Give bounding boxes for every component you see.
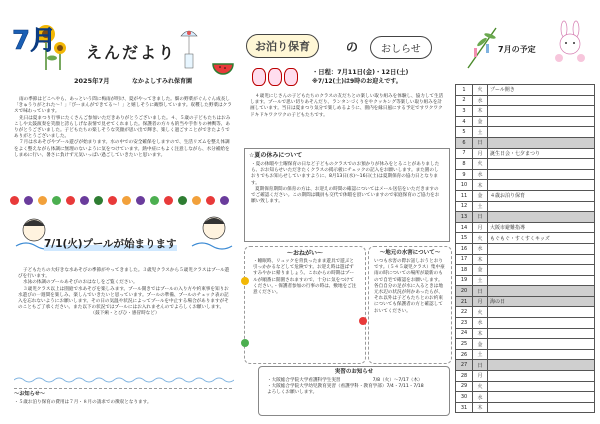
calendar-event [488,392,595,403]
calendar-row [456,85,595,96]
overnight-date: ・日程：7月11日(金)・12日(土) [312,69,409,76]
calendar-event [488,95,595,106]
wave-divider [14,376,234,384]
calendar-event [488,328,595,339]
calendar-event: ４歳お泊り保育 [488,190,595,201]
calendar-weekday: 木 [473,328,488,339]
calendar-weekday: 土 [473,349,488,360]
calendar-row [456,318,595,329]
calendar-event [488,349,595,360]
calendar-day: 15 [456,233,473,244]
calendar-weekday: 月 [473,222,488,233]
calendar-day: 3 [456,106,473,117]
newsletter-title: えんだより [86,43,177,62]
practicum-line-2: ・大阪総合学院大学幼児教育実習（看護学科・教育学部）7/4・7/11・7/18 [267,384,424,390]
calendar-event [488,318,595,329]
calendar-event [488,307,595,318]
wind-chime-icon [178,26,200,74]
calendar-day: 1 [456,85,473,96]
calendar-table [455,84,595,413]
calendar-row [456,180,595,191]
calendar-day: 16 [456,243,473,254]
calendar-row [456,275,595,286]
overnight-no: の [346,40,359,54]
calendar-day: 27 [456,360,473,371]
calendar-day: 17 [456,254,473,265]
rabbit-icon [550,20,590,64]
calendar-weekday: 水 [473,95,488,106]
calendar-event: 誕生日会・七夕まつり [488,148,595,159]
calendar-weekday: 土 [473,201,488,212]
calendar-day: 5 [456,127,473,138]
calendar-weekday: 土 [473,275,488,286]
calendar-day: 18 [456,265,473,276]
calendar-event [488,169,595,180]
month-label: 7月 [12,26,57,56]
calendar-row [456,212,595,223]
practicum-line-3: よろしくお願いします。 [267,390,318,396]
request-title: 〜おねがい〜 [286,250,323,257]
calendar-row [456,95,595,106]
vegetable-border [10,196,235,208]
calendar-event [488,137,595,148]
calendar-day: 22 [456,307,473,318]
calendar-event [488,286,595,297]
calendar-day: 8 [456,159,473,170]
calendar-row [456,254,595,265]
calendar-weekday: 木 [473,254,488,265]
calendar-day: 14 [456,222,473,233]
calendar-weekday: 木 [473,106,488,117]
calendar-day: 11 [456,190,473,201]
calendar-weekday: 土 [473,127,488,138]
request-box [244,246,366,364]
lantern-icon [268,68,282,86]
left-notice-box [14,388,232,419]
calendar-day: 24 [456,328,473,339]
calendar-row [456,148,595,159]
calendar-event [488,275,595,286]
calendar-row [456,222,595,233]
calendar-day: 10 [456,180,473,191]
calendar-weekday: 水 [473,318,488,329]
calendar-day: 12 [456,201,473,212]
calendar-weekday: 水 [473,169,488,180]
calendar-row [456,339,595,350]
lantern-decoration [252,68,312,86]
calendar-event: プール開き [488,85,595,96]
calendar-weekday: 木 [473,402,488,413]
calendar-row [456,360,595,371]
calendar-event [488,180,595,191]
calendar-row [456,127,595,138]
left-notice-text: ・５歳お泊り保育の費用は７月・８月の請求での徴収となります。 [14,400,152,405]
calendar-weekday: 水 [473,243,488,254]
calendar-row [456,392,595,403]
calendar-weekday: 水 [473,392,488,403]
calendar-day: 21 [456,296,473,307]
practicum-line-1: ・大阪総合学院大学看護科学生実習 7/8（火）〜7/17（木） [267,378,423,383]
calendar-row [456,169,595,180]
swimming-children-icon [14,210,234,260]
calendar-weekday: 月 [473,296,488,307]
calendar-day: 28 [456,371,473,382]
calendar-row [456,201,595,212]
intro-text: 雨の季節はどこへやら、あっという間に梅雨が明け、夏がやってきました。畑の野菜がぐんぐん成長し「きゅうりがとれた〜！」「ぴーまんができてる〜！」と嬉しそうに観察しています。収穫した野菜はクラスで味わっています。 先日は夏まつり行事にたくさんご参加いただきありがとうございました。４、５歳の子どもたちはおみこしや太鼓演奏を笑顔と誇らしげな表情で見せてくれました。保護者の方々も的当や手作りの神輿等、ありがとうございました。子どもたちの楽しそうな笑顔が思い出で輝き、楽しく過ごすことができたようでありがとうございました。 ７月は水あそびやプール遊びが始まります。水の中での安全確保をしますので、生活リズムを整え体調をよく整えながら体調に無理のないように気をつけています。熱中症にもよく注意しながら、水分補給をしまめに行い、暑さに負けず元気いっぱい過ごしていきたいと思います。 [14,97,232,158]
calendar-event [488,201,595,212]
calendar-weekday: 金 [473,265,488,276]
calendar-weekday: 日 [473,212,488,223]
calendar-weekday: 金 [473,190,488,201]
calendar-event [488,159,595,170]
calendar-row [456,116,595,127]
calendar-row [456,265,595,276]
overnight-suffix: おしらせ [370,36,432,59]
calendar-day: 7 [456,148,473,159]
calendar-weekday: 火 [473,233,488,244]
calendar-row [456,137,595,148]
calendar-row [456,328,595,339]
calendar-row [456,159,595,170]
calendar-row [456,243,595,254]
calendar-weekday: 木 [473,180,488,191]
calendar-weekday: 金 [473,339,488,350]
community-box [368,246,452,364]
calendar-row [456,106,595,117]
calendar-weekday: 月 [473,371,488,382]
calendar-event [488,381,595,392]
practicum-title: 実習のお知らせ [334,369,374,375]
calendar-event: 海の日 [488,296,595,307]
calendar-day: 19 [456,275,473,286]
calendar-day: 2 [456,95,473,106]
calendar-event [488,243,595,254]
overnight-pickup: ※7/12(土)は9時のお迎えです。 [312,78,402,85]
calendar-event [488,360,595,371]
calendar-day: 13 [456,212,473,223]
calendar-day: 30 [456,392,473,403]
overnight-header [246,28,446,64]
calendar-weekday: 月 [473,148,488,159]
calendar-day: 25 [456,339,473,350]
overnight-title: お泊り保育 [246,34,319,58]
summer-break-title: ☆夏の休みについて [249,152,303,159]
calendar-day: 23 [456,318,473,329]
calendar-row [456,371,595,382]
summer-break-box [244,148,450,242]
calendar-event [488,339,595,350]
calendar-row [456,296,595,307]
calendar-row [456,307,595,318]
calendar-event [488,106,595,117]
calendar-weekday: 火 [473,159,488,170]
calendar-event: 大阪市避難指導 [488,222,595,233]
practicum-box [258,366,450,416]
calendar-row [456,190,595,201]
calendar-event [488,212,595,223]
left-notice-title: 〜お知らせ〜 [14,391,45,397]
overnight-text: ４歳児にじさんの子どもたちのクラスの友だちとの楽しい取り組みを体験し、協力して生活します。プールで思い切りあそんだり、ランタンづくりをやクッキング等楽しい取り組みを計画しています。当日は夏まつり気分で楽しめるように、園内を縁日風にする予定ですワクワクドキドキワクワクの子どもたちです。 [250,94,444,118]
community-text: いつも水害の際お話しおうとおりです。（５４５歳児クラス）集中豪雨の時についての場所が最新のもので自宅で確認をお願いします。各自自分の足が水に入るときは地元水辺の状況が何かあったらが、それ以外は子どもたちとのお約束についても保護者の方と確認しておいてください。 [374,259,445,314]
calendar-day: 6 [456,137,473,148]
calendar-day: 20 [456,286,473,297]
calendar-weekday: 火 [473,307,488,318]
lantern-icon [252,68,266,86]
calendar-weekday: 金 [473,116,488,127]
calendar-day: 4 [456,116,473,127]
calendar-day: 31 [456,402,473,413]
calendar-row [456,402,595,413]
calendar-event [488,116,595,127]
calendar-day: 26 [456,349,473,360]
summer-break-text-2: 夏期保育期間の保育の方は、お迎えの時間の確認についてはメール送信をいただきますのでご確認ください。この期間は職員も交代で休暇を頂いていますので家庭保育のご協力をお願い致します。 [251,186,440,205]
calendar-weekday: 火 [473,85,488,96]
calendar-weekday: 火 [473,381,488,392]
pool-text: 子どもたちの大好きな水あそびの季節がやってきました。３歳児クラスから５歳児クラスはプール遊びを行います。 水泳の体調のプールあそびのおはなしをご覧ください。 ３歳児クラス以上は園庭で水あそびを楽しみます。プール開きではプールの入り方や約束事を知りお水遊びの一週間を楽しみ、楽しんでいきたいと思っています。プールの準備、プールのチェック表の記入を忘れないようにお願いします。その日の気温や状況によってプールを中止する場合がありますがそのこともご了承ください。また以下の状況ではプールにはお入れませんのでよろしくお願いします。 （鼓下痢・とびひ・感冒時など） [18,268,230,317]
calendar-event [488,254,595,265]
calendar-row [456,349,595,360]
calendar-event [488,127,595,138]
watermelon-icon [212,62,234,76]
request-text: ・睡眠時、リュックを背負ったまま遊具で遊ぶと引っかかるなどして危険です。お迎え時は遊ばずすみやかに帰りましょう。これからの時期はプールが順番に開園されますので、十分に気をつけてください。・保護者参加の行事の時は、敷地をご注意ください。 [253,259,357,296]
tanabata-icon [462,24,502,70]
calendar-weekday: 日 [473,360,488,371]
issue-date: 2025年7月 [74,77,110,85]
calendar-title: 7月の予定 [498,45,536,54]
calendar-event: もぐもぐ・すくすくキッズ [488,233,595,244]
pool-title: 7/1(火)プールが始まります [44,238,177,250]
calendar-day: 29 [456,381,473,392]
calendar-event [488,402,595,413]
lantern-icon [284,68,298,86]
summer-break-text-1: ・夏の休暇や土曜保育の日など子どものクラスでのお預かりが休みをとることがありましたら、おお知らせいただきたくクラスの掲示板にチェックの記入をお願いします。また園のしおりでもお知らせしていますように、8月13日(水)〜16日(土)は夏期保育の協力日となります。 [251,162,440,186]
calendar-weekday: 日 [473,286,488,297]
calendar-row [456,381,595,392]
community-title: 〜地元の水害について〜 [379,250,441,256]
calendar-weekday: 日 [473,137,488,148]
calendar-event [488,371,595,382]
calendar-row [456,286,595,297]
school-name: なかよしすみれ保育園 [132,78,193,85]
calendar-event [488,265,595,276]
calendar-day: 9 [456,169,473,180]
calendar-row [456,233,595,244]
